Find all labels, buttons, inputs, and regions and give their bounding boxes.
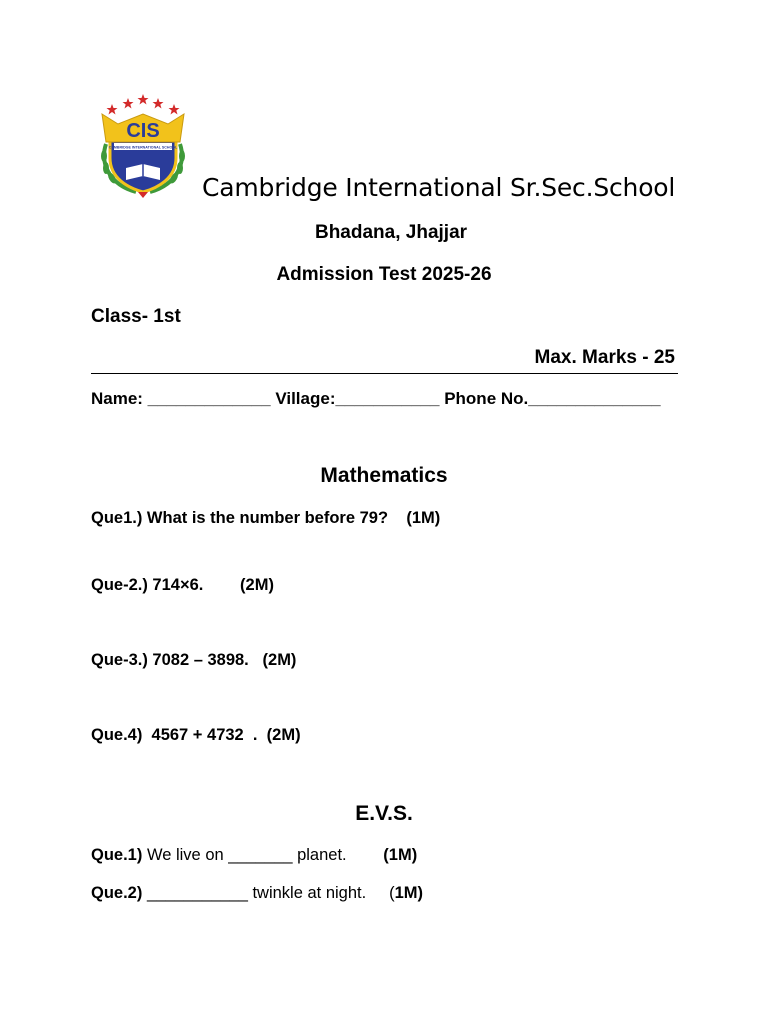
math-question-1: Que1.) What is the number before 79? (1M)	[91, 509, 441, 527]
header-divider	[91, 373, 678, 374]
school-logo	[92, 92, 194, 200]
school-address: Bhadana, Jhajjar	[314, 222, 468, 243]
evs-question-1-label: Que.1)	[91, 846, 143, 864]
evs-question-2-marks: 1M)	[394, 884, 424, 902]
section-title-mathematics: Mathematics	[320, 464, 448, 487]
max-marks: Max. Marks - 25	[534, 347, 675, 368]
evs-question-1	[91, 846, 417, 865]
evs-question-2	[91, 884, 423, 903]
svg-text:CAMBRIDGE INTERNATIONAL SCHOOL: CAMBRIDGE INTERNATIONAL SCHOOL	[108, 145, 178, 150]
evs-question-2-body: ___________ twinkle at night. (	[142, 884, 395, 902]
evs-question-1-marks: (1M)	[383, 846, 418, 864]
math-question-3: Que-3.) 7082 – 3898. (2M)	[91, 651, 297, 669]
student-details-line: Name: _____________ Village:___________ Phone No.______________	[91, 389, 661, 408]
test-title: Admission Test 2025-26	[276, 264, 492, 285]
evs-question-2-label: Que.2)	[91, 884, 143, 902]
math-question-4: Que.4) 4567 + 4732 . (2M)	[91, 726, 301, 744]
math-question-2: Que-2.) 714×6. (2M)	[91, 576, 274, 594]
evs-question-1-body: We live on _______ planet.	[142, 846, 384, 864]
section-title-evs: E.V.S.	[355, 802, 413, 825]
svg-text:CIS: CIS	[126, 120, 160, 142]
class-label: Class- 1st	[91, 306, 181, 327]
school-name: Cambridge International Sr.Sec.School	[202, 173, 676, 202]
